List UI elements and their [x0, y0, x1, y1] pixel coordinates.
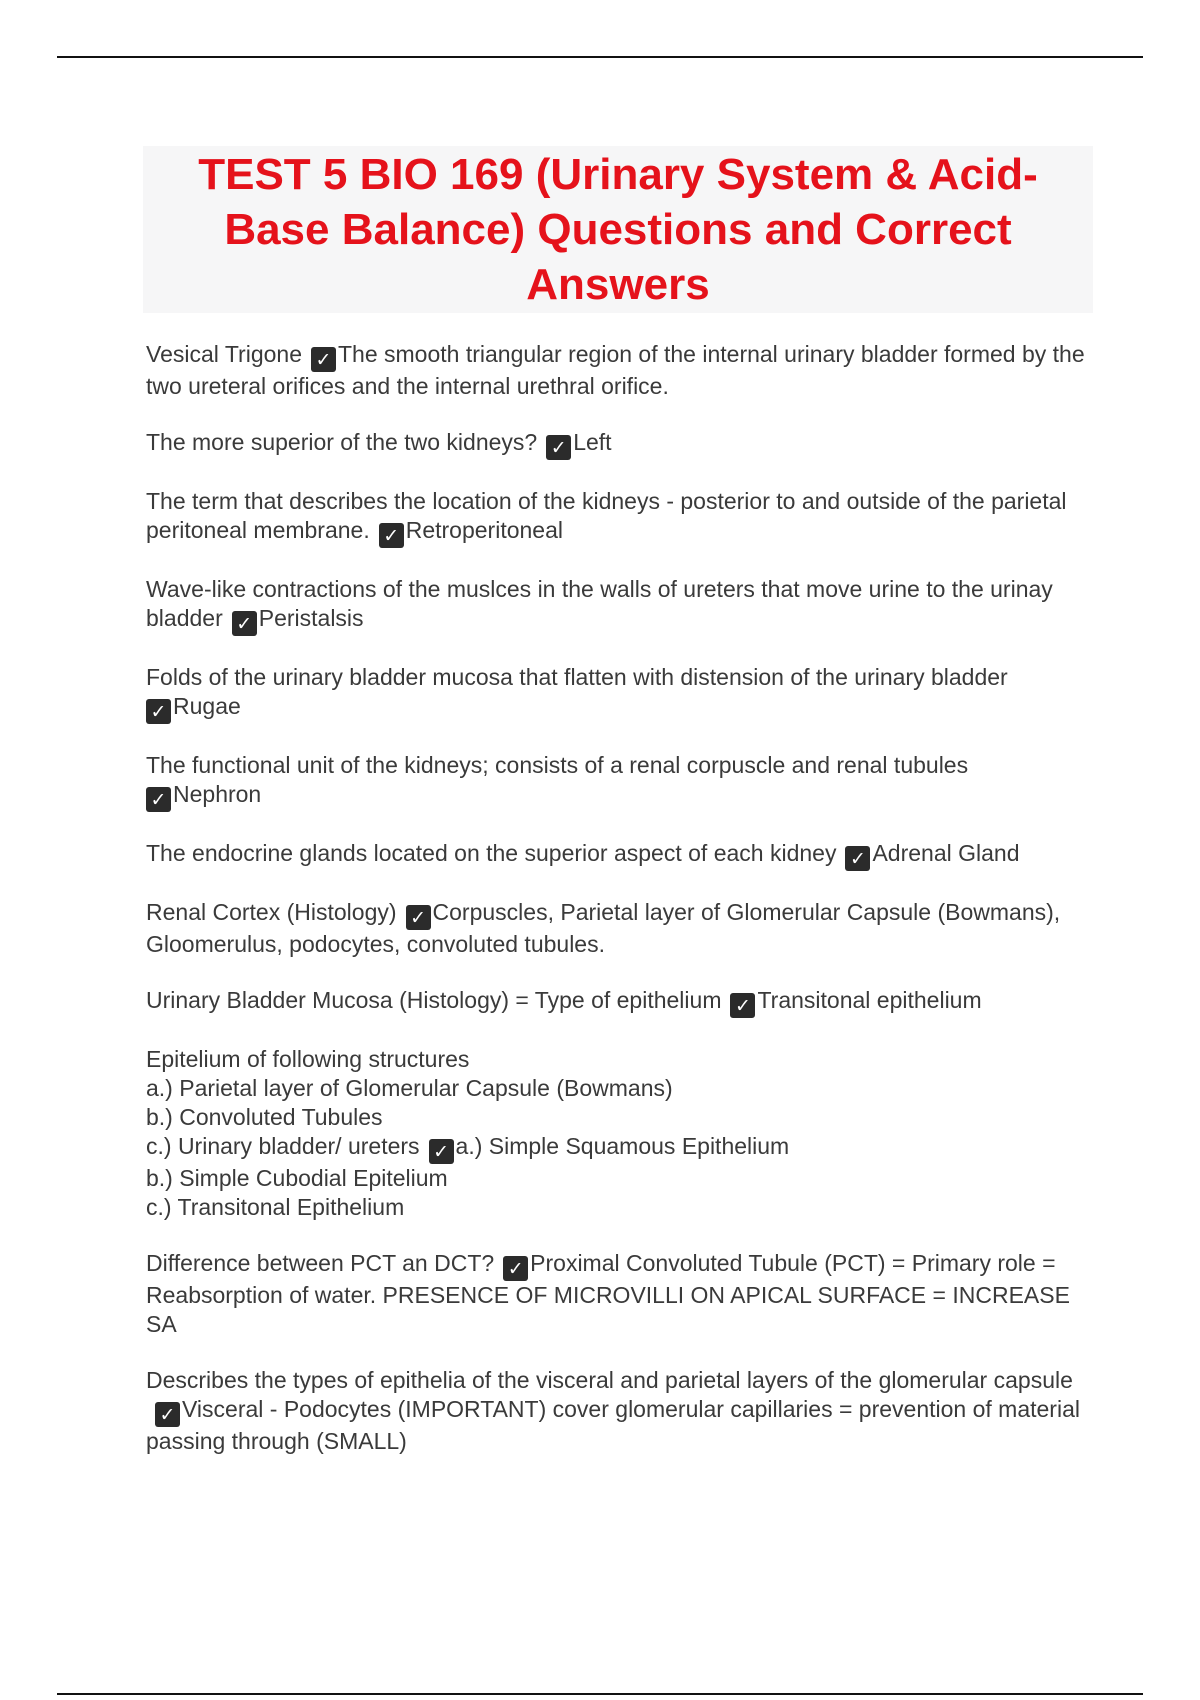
answer: Nephron — [173, 781, 262, 807]
check-square-icon: ✓ — [845, 846, 870, 871]
qa-item — [146, 340, 1096, 401]
question: Epitelium of following structures a.) Parietal layer of Glomerular Capsule (Bowmans) b.) Convoluted Tubules c.) Urinary bladder/ ureters — [146, 1046, 673, 1159]
page-title: TEST 5 BIO 169 (Urinary System & Acid-Base Balance) Questions and Correct Answers — [198, 150, 1038, 309]
qa-item — [146, 1045, 1096, 1222]
answer: Left — [573, 429, 612, 455]
check-square-icon: ✓ — [730, 993, 755, 1018]
question: Difference between PCT an DCT? — [146, 1250, 495, 1276]
qa-item — [146, 1366, 1096, 1456]
question: Vesical Trigone — [146, 341, 302, 367]
check-square-icon: ✓ — [379, 523, 404, 548]
question: The term that describes the location of the kidneys - posterior to and outside of the parietal peritoneal membrane. — [146, 488, 1067, 543]
answer: Adrenal Gland — [872, 840, 1020, 866]
check-square-icon: ✓ — [546, 435, 571, 460]
check-square-icon: ✓ — [406, 905, 431, 930]
check-square-icon: ✓ — [503, 1256, 528, 1281]
answer: Peristalsis — [258, 605, 364, 631]
answer: The smooth triangular region of the internal urinary bladder formed by the two ureteral orifices and the internal urethral orifice. — [146, 341, 1085, 399]
answer: a.) Simple Squamous Epithelium b.) Simple Cubodial Epitelium c.) Transitonal Epithelium — [146, 1133, 790, 1220]
qa-item — [146, 575, 1096, 636]
question: The functional unit of the kidneys; consists of a renal corpuscle and renal tubules — [146, 752, 969, 778]
check-square-icon: ✓ — [311, 347, 336, 372]
question: Wave-like contractions of the muslces in the walls of ureters that move urine to the urinay bladder — [146, 576, 1053, 631]
answer: Transitonal epithelium — [757, 987, 982, 1013]
qa-item — [146, 839, 1096, 871]
check-square-icon: ✓ — [146, 699, 171, 724]
answer: Retroperitoneal — [405, 517, 563, 543]
check-square-icon: ✓ — [232, 611, 257, 636]
qa-item — [146, 663, 1096, 724]
qa-item — [146, 986, 1096, 1018]
bottom-rule — [57, 1693, 1143, 1695]
question: Renal Cortex (Histology) — [146, 899, 397, 925]
top-rule — [57, 56, 1143, 58]
answer: Corpuscles, Parietal layer of Glomerular Capsule (Bowmans), Gloomerulus, podocytes, convoluted tubules. — [146, 899, 1061, 957]
check-square-icon: ✓ — [429, 1139, 454, 1164]
qa-list — [146, 340, 1096, 1483]
qa-item — [146, 487, 1096, 548]
qa-item — [146, 898, 1096, 959]
question: Folds of the urinary bladder mucosa that flatten with distension of the urinary bladder — [146, 664, 1008, 690]
question: Describes the types of epithelia of the visceral and parietal layers of the glomerular capsule — [146, 1367, 1073, 1393]
title-banner — [143, 146, 1093, 313]
answer: Visceral - Podocytes (IMPORTANT) cover glomerular capillaries = prevention of material passing through (SMALL) — [146, 1396, 1080, 1454]
question: The endocrine glands located on the superior aspect of each kidney — [146, 840, 837, 866]
answer: Rugae — [173, 693, 241, 719]
answer: Proximal Convoluted Tubule (PCT) = Primary role = Reabsorption of water. PRESENCE OF MICROVILLI ON APICAL SURFACE = INCREASE SA — [146, 1250, 1070, 1337]
question: Urinary Bladder Mucosa (Histology) = Type of epithelium — [146, 987, 722, 1013]
qa-item — [146, 1249, 1096, 1339]
question: The more superior of the two kidneys? — [146, 429, 538, 455]
qa-item — [146, 428, 1096, 460]
check-square-icon: ✓ — [146, 787, 171, 812]
qa-item — [146, 751, 1096, 812]
check-square-icon: ✓ — [155, 1402, 180, 1427]
